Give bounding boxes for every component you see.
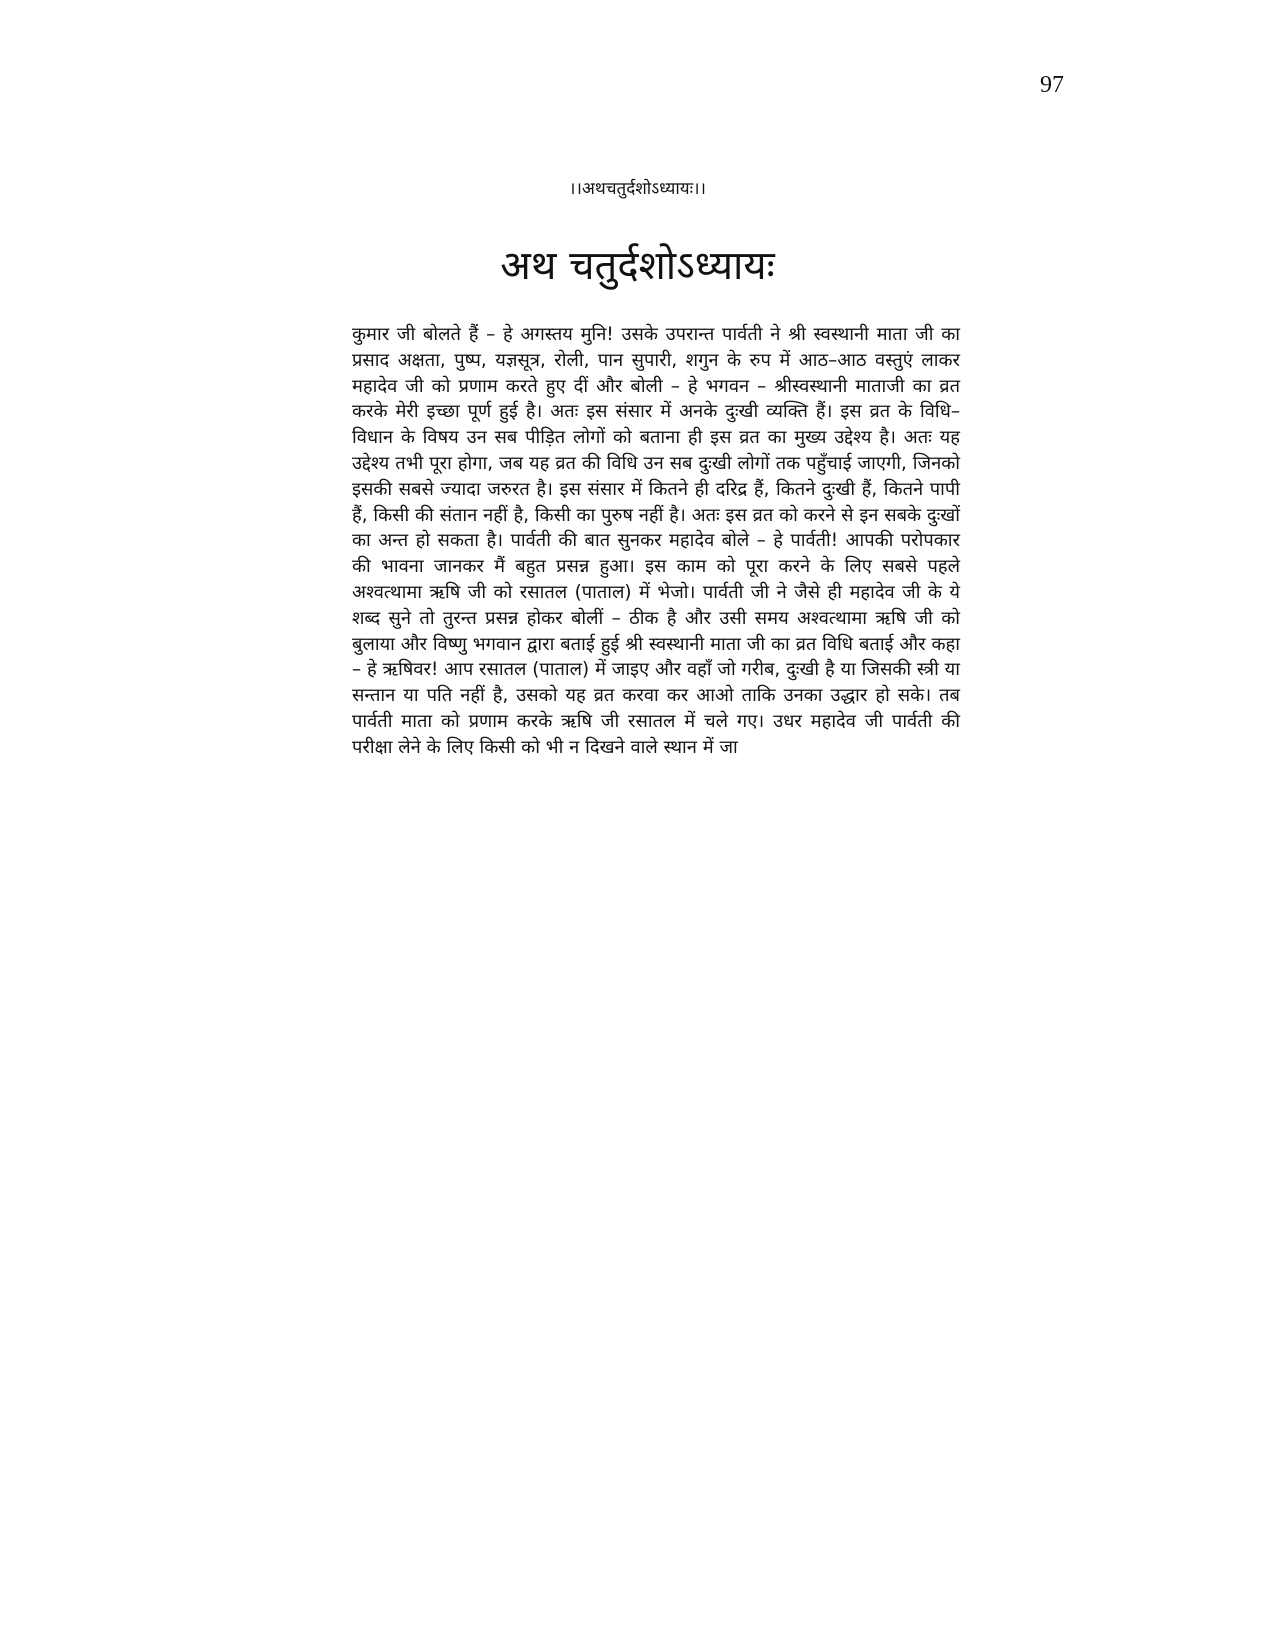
- body-paragraph: कुमार जी बोलते हैं – हे अगस्तय मुनि! उसके उपरान्त पार्वती ने श्री स्वस्थानी माता जी का प्रसाद अक्षता, पुष्प, यज्ञसूत्र, रोली, पान सुपारी, शगुन के रुप में आठ–आठ वस्तुएं लाकर महादेव जी को प्रणाम करते हुए दीं और बोली – हे भगवन – श्रीस्वस्थानी माताजी का व्रत करके मेरी इच्छा पूर्ण हुई है। अतः इस संसार में अनके दुःखी व्यक्ति हैं। इस व्रत के विधि–विधान के विषय उन सब पीड़ित लोगों को बताना ही इस व्रत का मुख्य उद्देश्य है। अतः यह उद्देश्य तभी पूरा होगा, जब यह व्रत की विधि उन सब दुःखी लोगों तक पहुँचाई जाएगी, जिनको इसकी सबसे ज्यादा जरुरत है। इस संसार में कितने ही दरिद्र हैं, कितने दुःखी हैं, कितने पापी हैं, किसी की संतान नहीं है, किसी का पुरुष नहीं है। अतः इस व्रत को करने से इन सबके दुःखों का अन्त हो सकता है। पार्वती की बात सुनकर महादेव बोले – हे पार्वती! आपकी परोपकार की भावना जानकर मैं बहुत प्रसन्न हुआ। इस काम को पूरा करने के लिए सबसे पहले अश्वत्थामा ऋषि जी को रसातल (पाताल) में भेजो। पार्वती जी ने जैसे ही महादेव जी के ये शब्द सुने तो तुरन्त प्रसन्न होकर बोलीं – ठीक है और उसी समय अश्वत्थामा ऋषि जी को बुलाया और विष्णु भगवान द्वारा बताई हुई श्री स्वस्थानी माता जी का व्रत विधि बताई और कहा – हे ऋषिवर! आप रसातल (पाताल) में जाइए और वहाँ जो गरीब, दुःखी है या जिसकी स्त्री या सन्तान या पति नहीं है, उसको यह व्रत करवा कर आओ ताकि उनका उद्धार हो सके। तब पार्वती माता को प्रणाम करके ऋषि जी रसातल में चले गए। उधर महादेव जी पार्वती की परीक्षा लेने के लिए किसी को भी न दिखने वाले स्थान में जा: [352, 324, 960, 758]
- chapter-title: अथ चतुर्दशोऽध्यायः: [500, 243, 775, 289]
- chapter-label: ।।अथचतुर्दशोऽध्यायः।।: [569, 179, 706, 199]
- page-number: 97: [1040, 72, 1064, 98]
